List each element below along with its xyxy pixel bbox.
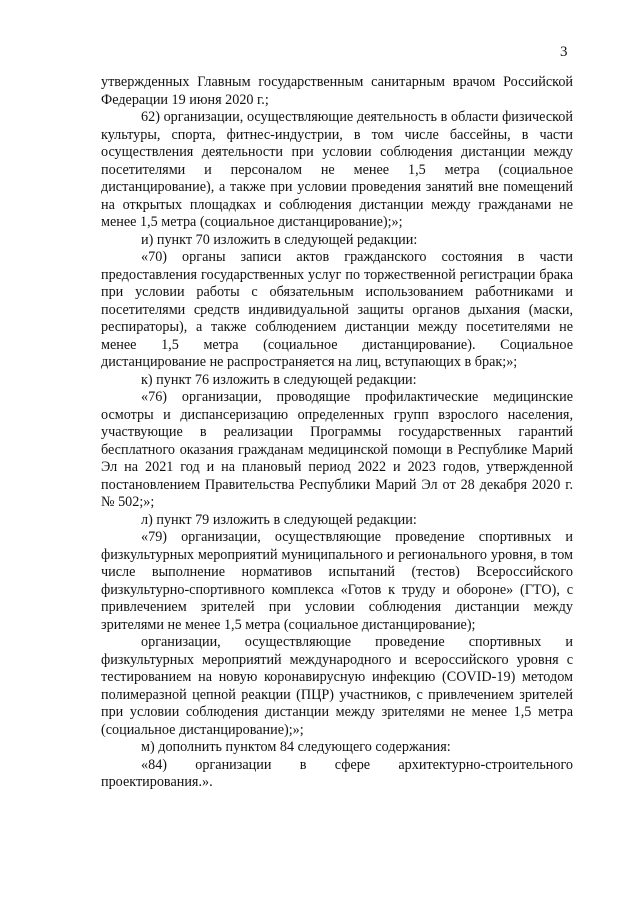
paragraph-2: 62) организации, осуществляющие деятельность в области физической культуры, спорта, фитнес-индустрии, в том числе бассейны, в части осуществления деятельности при условии соблюдения дистанции между посетителями и персоналом не менее 1,5 метра (социальное дистанцирование), а также при условии проведения занятий вне помещений на открытых площадках и соблюдения дистанции между гражданами не менее 1,5 метра (социальное дистанцирование);»;	[101, 109, 573, 230]
paragraph-10: м) дополнить пунктом 84 следующего содержания:	[141, 739, 451, 755]
paragraph-4: «70) органы записи актов гражданского состояния в части предоставления государственных услуг по торжественной регистрации брака при условии работы с обязательным использованием работниками и посетителями средств индивидуальной защиты органов дыхания (маски, респираторы), а также соблюдением дистанции между посетителями не менее 1,5 метра (социальное дистанцирование). Социальное дистанцирование не распространяется на лиц, вступающих в брак;»;	[101, 249, 573, 370]
paragraph-8: «79) организации, осуществляющие проведение спортивных и физкультурных мероприятий муниципального и регионального уровня, в том числе выполнение нормативов испытаний (тестов) Всероссийского физкультурно-спортивного комплекса «Готов к труду и обороне» (ГТО), с привлечением зрителей при условии соблюдения дистанции между зрителями не менее 1,5 метра (социальное дистанцирование);	[101, 529, 573, 633]
paragraph-1: утвержденных Главным государственным санитарным врачом Российской Федерации 19 июня 2020 г.;	[101, 74, 573, 108]
paragraph-5: к) пункт 76 изложить в следующей редакции:	[141, 371, 417, 388]
paragraph-3: и) пункт 70 изложить в следующей редакции:	[141, 231, 418, 248]
paragraph-7: л) пункт 79 изложить в следующей редакции:	[141, 511, 417, 528]
paragraph-11: «84) организации в сфере архитектурно-строительного проектирования.».	[101, 756, 573, 790]
paragraph-6: «76) организации, проводящие профилактические медицинские осмотры и диспансеризацию определенных групп взрослого населения, участвующие в реализации Программы государственных гарантий бесплатного оказания гражданам медицинской помощи в Республике Марий Эл на 2021 год и на плановый период 2022 и 2023 годов, утвержденной постановлением Правительства Республики Марий Эл от 28 декабря 2020 г. № 502;»;	[101, 389, 573, 510]
document-body	[101, 74, 573, 792]
paragraph-9: организации, осуществляющие проведение спортивных и физкультурных мероприятий международного и всероссийского уровня с тестированием на новую коронавирусную инфекцию (COVID-19) методом полимеразной цепной реакции (ПЦР) участников, с привлечением зрителей при условии соблюдения дистанции между зрителями не менее 1,5 метра (социальное дистанцирование);»;	[101, 634, 573, 738]
page-number: 3	[560, 44, 568, 60]
